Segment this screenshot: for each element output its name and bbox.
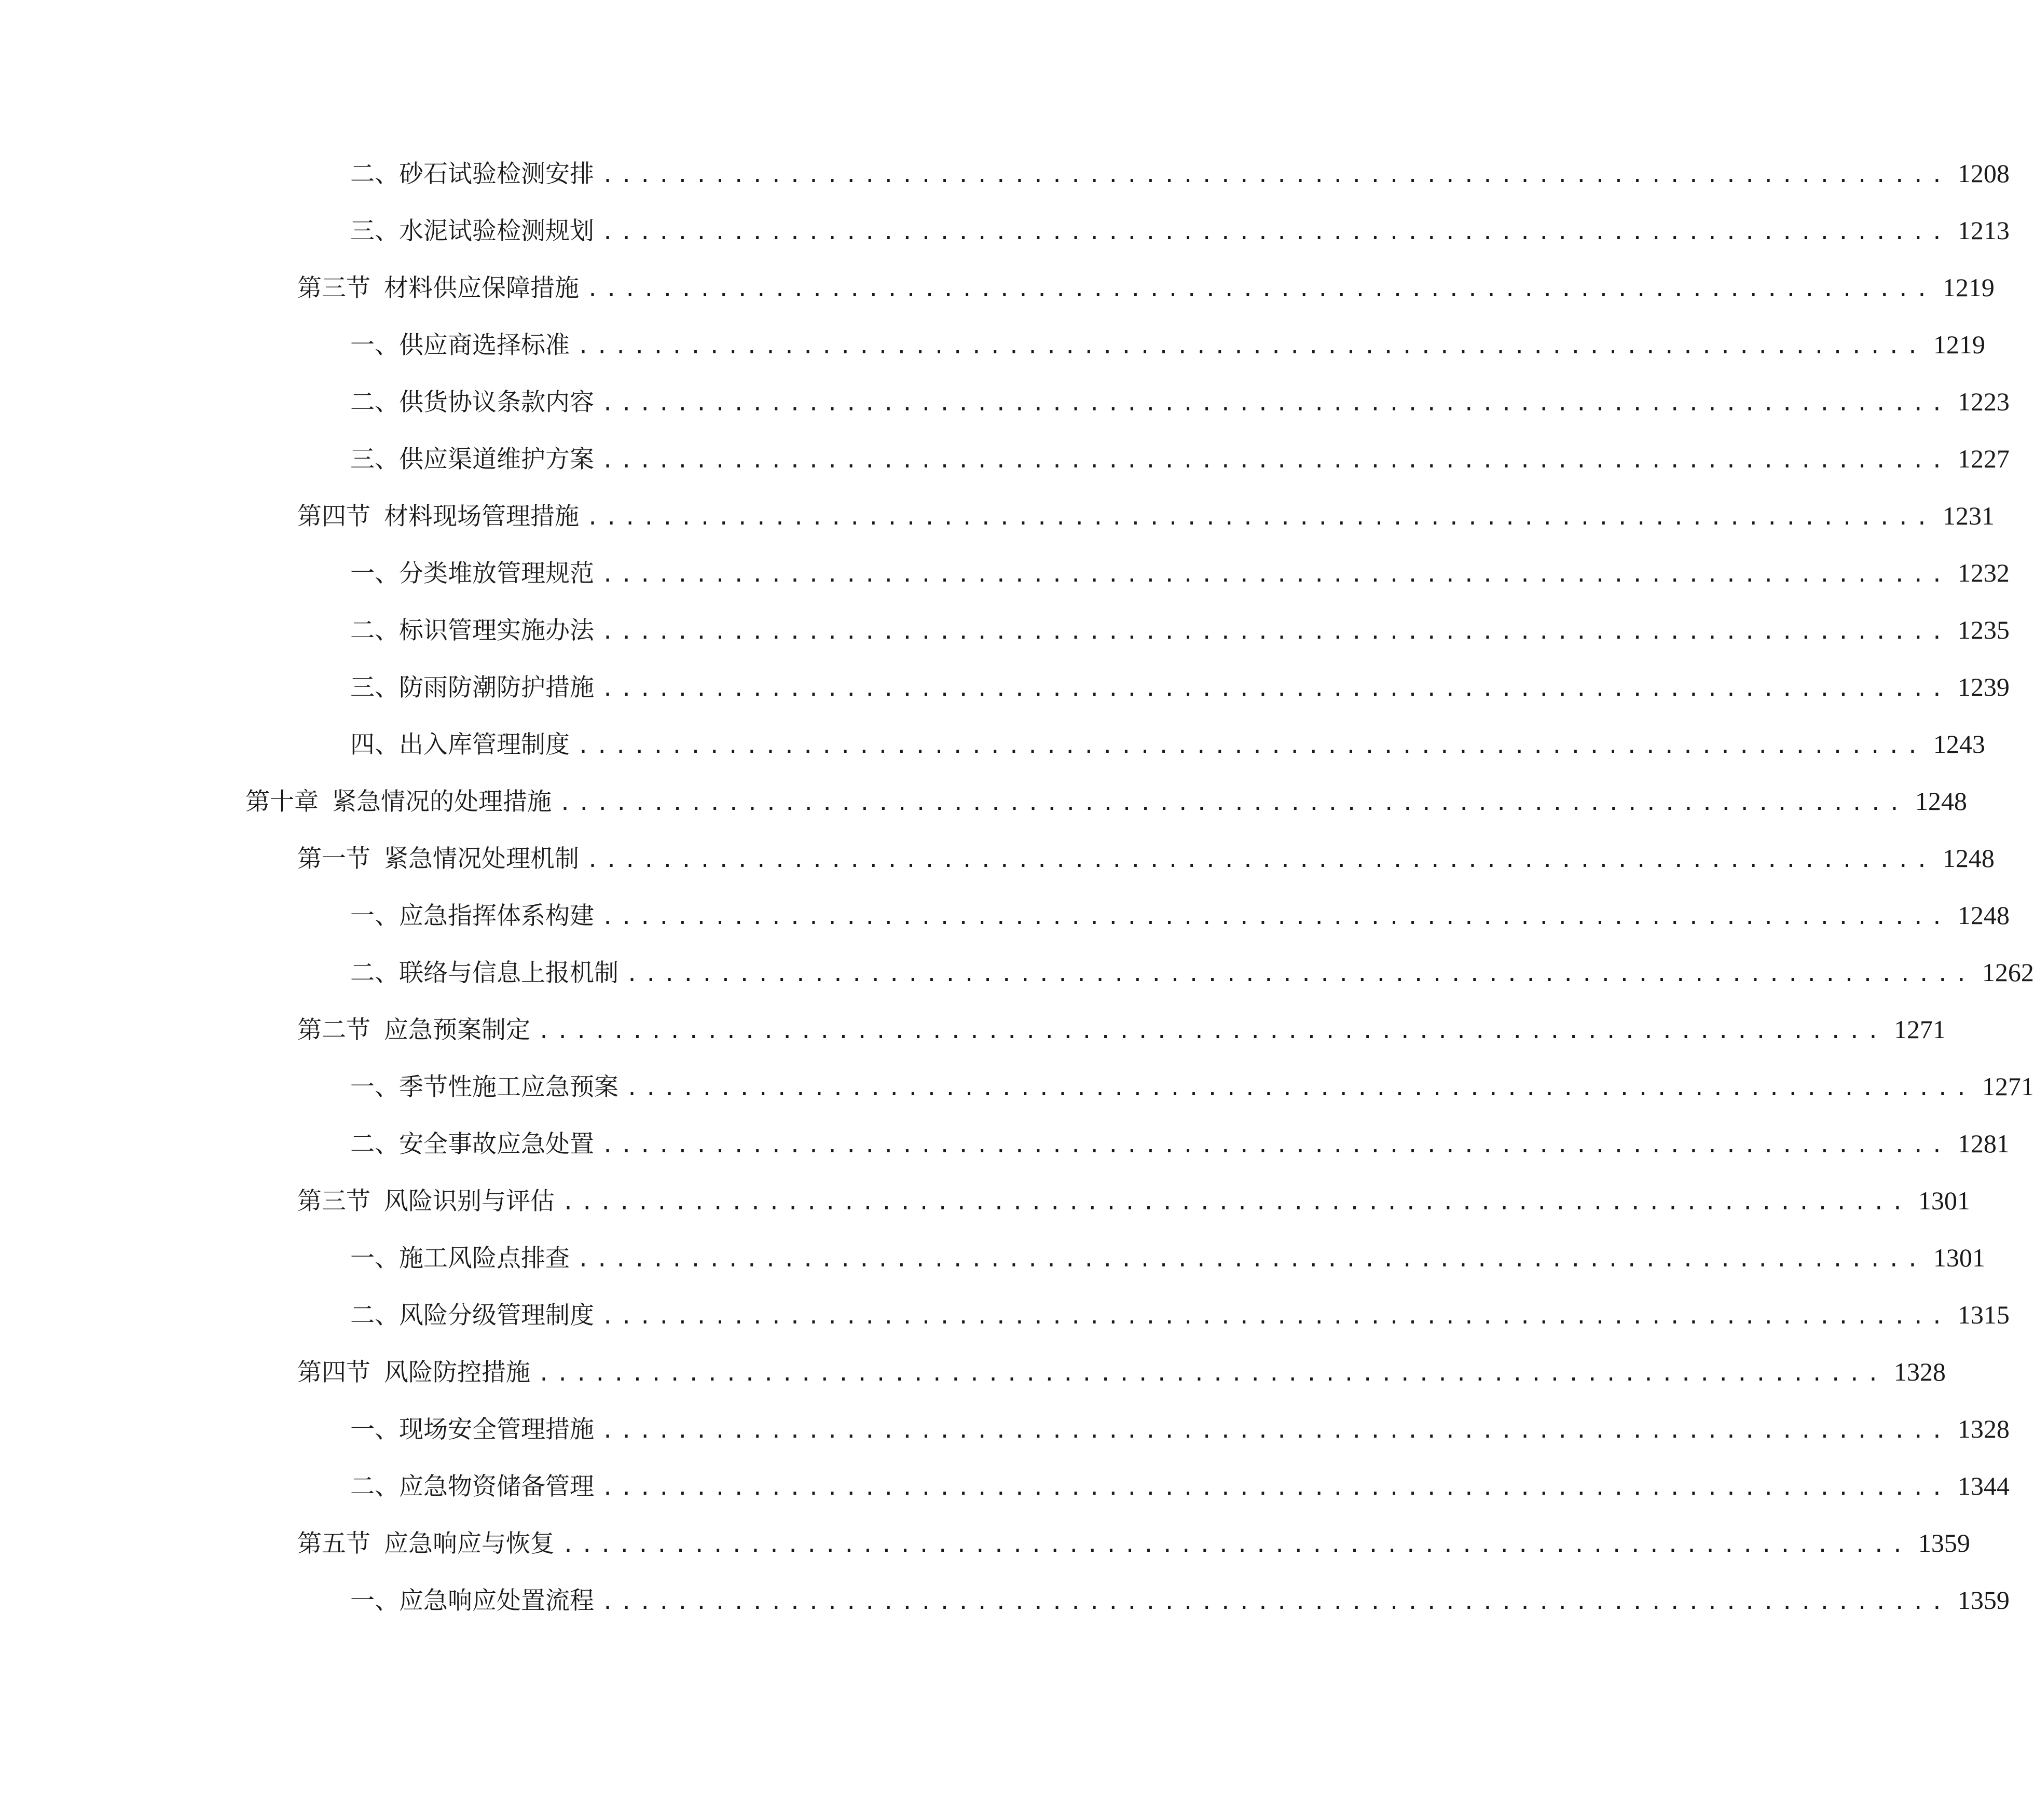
dot-leader: ........................................................................: [601, 449, 1949, 473]
dot-leader: ........................................................................: [601, 905, 1949, 929]
entry-title: 水泥试验检测规划: [399, 217, 594, 245]
entry-number: 第五节: [297, 1529, 370, 1558]
entry-page-number: 1248: [1942, 844, 1995, 873]
toc-entry-item[interactable]: [350, 443, 2010, 474]
entry-number: 二、: [350, 1130, 399, 1159]
entry-page-number: 1301: [1933, 1243, 1985, 1272]
dot-leader: ........................................................................: [626, 1077, 1974, 1100]
dot-leader: ........................................................................: [601, 1590, 1949, 1614]
entry-title: 现场安全管理措施: [399, 1415, 594, 1444]
entry-page-number: 1359: [1957, 1585, 2010, 1615]
toc-entry-item[interactable]: [350, 158, 2010, 189]
entry-number: 四、: [350, 730, 399, 759]
entry-number: 一、: [350, 902, 399, 930]
entry-page-number: 1301: [1918, 1186, 1970, 1215]
entry-number: 第一节: [297, 845, 370, 873]
entry-number: 三、: [350, 673, 399, 702]
dot-leader: ........................................................................: [601, 163, 1949, 187]
entry-page-number: 1213: [1957, 216, 2010, 245]
toc-entry-item[interactable]: [350, 728, 1985, 760]
dot-leader: ........................................................................: [601, 563, 1949, 587]
entry-title: 砂石试验检测安排: [399, 160, 594, 188]
dot-leader: ........................................................................: [562, 1191, 1910, 1215]
entry-page-number: 1223: [1957, 387, 2010, 416]
entry-page-number: 1235: [1957, 615, 2010, 644]
entry-number: 一、: [350, 1587, 399, 1615]
dot-leader: ........................................................................: [562, 1533, 1910, 1557]
entry-number: 二、: [350, 160, 399, 188]
dot-leader: ........................................................................: [559, 791, 1907, 815]
toc-entry-section[interactable]: [297, 1356, 1946, 1387]
dot-leader: ........................................................................: [601, 1476, 1949, 1500]
toc-entry-item[interactable]: [350, 1299, 2010, 1330]
entry-page-number: 1239: [1957, 672, 2010, 701]
toc-entry-section[interactable]: [297, 1014, 1946, 1045]
toc-entry-item[interactable]: [350, 614, 2010, 645]
entry-title: 紧急情况处理机制: [384, 845, 579, 873]
entry-number: 一、: [350, 1073, 399, 1101]
entry-number: 第四节: [297, 502, 370, 531]
entry-page-number: 1227: [1957, 444, 2010, 473]
entry-title: 风险防控措施: [384, 1358, 530, 1387]
toc-entry-item[interactable]: [350, 1071, 2034, 1102]
entry-number: 三、: [350, 217, 399, 245]
toc-entry-item[interactable]: [350, 1584, 2010, 1616]
entry-title: 供货协议条款内容: [399, 388, 594, 417]
entry-title: 联络与信息上报机制: [399, 959, 619, 987]
entry-title: 风险识别与评估: [384, 1187, 555, 1216]
entry-title: 分类堆放管理规范: [399, 559, 594, 588]
entry-page-number: 1248: [1915, 787, 1967, 816]
toc-entry-item[interactable]: [350, 1242, 1985, 1273]
dot-leader: ........................................................................: [601, 1305, 1949, 1329]
toc-entry-item[interactable]: [350, 900, 2010, 931]
entry-number: 一、: [350, 1244, 399, 1273]
entry-number: 第四节: [297, 1358, 370, 1387]
dot-leader: ........................................................................: [626, 962, 1974, 986]
entry-page-number: 1232: [1957, 558, 2010, 587]
entry-title: 施工风险点排查: [399, 1244, 570, 1273]
entry-number: 第二节: [297, 1016, 370, 1044]
dot-leader: ........................................................................: [601, 1134, 1949, 1157]
dot-leader: ........................................................................: [586, 278, 1934, 301]
entry-page-number: 1248: [1957, 901, 2010, 930]
entry-page-number: 1315: [1957, 1300, 2010, 1329]
entry-title: 季节性施工应急预案: [399, 1073, 619, 1101]
dot-leader: ........................................................................: [538, 1362, 1886, 1386]
toc-entry-section[interactable]: [297, 1527, 1970, 1559]
toc-entry-item[interactable]: [350, 1413, 2010, 1444]
toc-entry-section[interactable]: [297, 500, 1995, 531]
entry-title: 标识管理实施办法: [399, 616, 594, 645]
entry-title: 应急响应处置流程: [399, 1587, 594, 1615]
entry-page-number: 1359: [1918, 1528, 1970, 1557]
toc-entry-item[interactable]: [350, 215, 2010, 246]
dot-leader: ........................................................................: [601, 392, 1949, 416]
entry-page-number: 1281: [1957, 1129, 2010, 1158]
entry-number: 二、: [350, 1301, 399, 1330]
entry-title: 材料现场管理措施: [384, 502, 579, 531]
entry-page-number: 1243: [1933, 729, 1985, 759]
entry-number: 二、: [350, 1472, 399, 1501]
entry-page-number: 1231: [1942, 501, 1995, 530]
dot-leader: ........................................................................: [601, 677, 1949, 701]
dot-leader: ........................................................................: [601, 220, 1949, 244]
entry-page-number: 1219: [1942, 273, 1995, 302]
toc-entry-section[interactable]: [297, 1185, 1970, 1216]
dot-leader: ........................................................................: [601, 1419, 1949, 1443]
entry-title: 应急指挥体系构建: [399, 902, 594, 930]
entry-page-number: 1271: [1982, 1072, 2034, 1101]
entry-number: 一、: [350, 1415, 399, 1444]
entry-title: 出入库管理制度: [399, 730, 570, 759]
entry-number: 第三节: [297, 1187, 370, 1216]
entry-title: 应急物资储备管理: [399, 1472, 594, 1501]
entry-number: 二、: [350, 388, 399, 417]
toc-entry-item[interactable]: [350, 1470, 2010, 1501]
entry-title: 紧急情况的处理措施: [332, 788, 552, 816]
entry-title: 应急预案制定: [384, 1016, 530, 1044]
toc-entry-item[interactable]: [350, 329, 1985, 360]
entry-page-number: 1219: [1933, 330, 1985, 359]
dot-leader: ........................................................................: [586, 848, 1934, 872]
toc-entry-chapter[interactable]: [245, 785, 1967, 817]
toc-entry-item[interactable]: [350, 1128, 2010, 1159]
entry-title: 安全事故应急处置: [399, 1130, 594, 1159]
entry-number: 第十章: [245, 788, 319, 816]
entry-title: 应急响应与恢复: [384, 1529, 555, 1558]
entry-title: 防雨防潮防护措施: [399, 673, 594, 702]
dot-leader: ........................................................................: [538, 1019, 1886, 1043]
entry-number: 二、: [350, 959, 399, 987]
dot-leader: ........................................................................: [577, 1248, 1925, 1272]
entry-title: 供应商选择标准: [399, 331, 570, 360]
toc-entry-section[interactable]: [297, 843, 1995, 874]
dot-leader: ........................................................................: [577, 734, 1925, 758]
dot-leader: ........................................................................: [601, 620, 1949, 644]
dot-leader: ........................................................................: [586, 506, 1934, 530]
entry-title: 供应渠道维护方案: [399, 445, 594, 474]
entry-number: 三、: [350, 445, 399, 474]
toc-entry-item[interactable]: [350, 386, 2010, 417]
toc-entry-item[interactable]: [350, 957, 2034, 988]
toc-entry-item[interactable]: [350, 557, 2010, 588]
entry-page-number: 1208: [1957, 159, 2010, 188]
toc-entry-item[interactable]: [350, 671, 2010, 702]
entry-number: 一、: [350, 331, 399, 360]
entry-page-number: 1344: [1957, 1471, 2010, 1500]
entry-page-number: 1328: [1893, 1357, 1946, 1386]
entry-page-number: 1271: [1893, 1015, 1946, 1044]
entry-number: 第三节: [297, 274, 370, 302]
toc-entry-section[interactable]: [297, 272, 1995, 303]
entry-title: 风险分级管理制度: [399, 1301, 594, 1330]
entry-number: 二、: [350, 616, 399, 645]
entry-number: 一、: [350, 559, 399, 588]
entry-page-number: 1262: [1982, 958, 2034, 987]
dot-leader: ........................................................................: [577, 335, 1925, 359]
entry-page-number: 1328: [1957, 1414, 2010, 1443]
entry-title: 材料供应保障措施: [384, 274, 579, 302]
